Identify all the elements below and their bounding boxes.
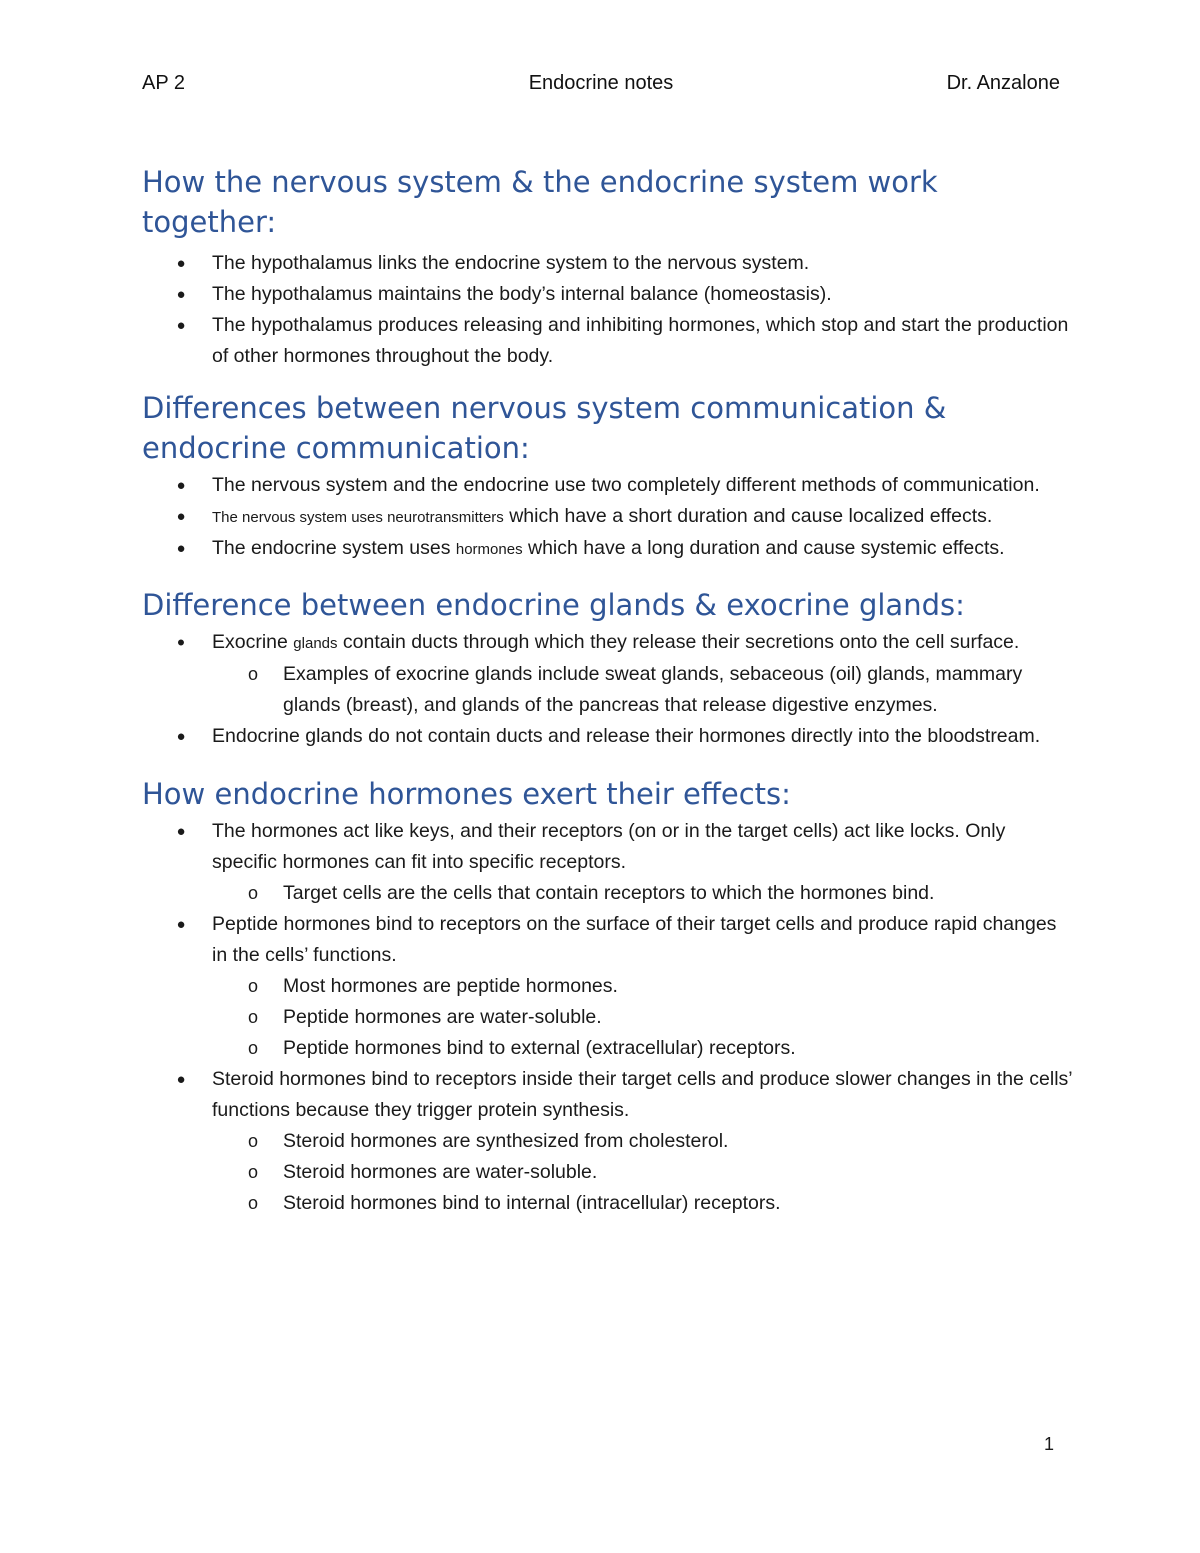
list-item-text: The hypothalamus links the endocrine system to the nervous system. [212,252,810,274]
bullet-icon [174,721,188,752]
section-list [142,627,1072,752]
list-item-text: contain ducts through which they release their secretions onto the cell surface. [337,631,1020,653]
list-item [142,279,1072,310]
bullet-icon [174,627,188,661]
list-item-text: Endocrine glands do not contain ducts and release their hormones directly into the bloodstream. [212,725,1041,747]
bullet-icon [174,909,188,940]
list-item [142,310,1072,372]
circle-bullet-icon: o [248,1193,259,1213]
sub-list [248,971,1072,1064]
sub-list-item-text: Target cells are the cells that contain receptors to which the hormones bind. [283,882,935,904]
header-title: Endocrine notes [528,72,674,94]
list-item-small-text: hormones [455,541,523,558]
bullet-icon [174,279,188,310]
sub-list-item [248,1033,1072,1064]
sub-list-item [248,878,1072,909]
sub-list-item-text: Steroid hormones are water-soluble. [283,1161,598,1183]
list-item [142,816,1072,909]
list-item [142,909,1072,1064]
section-heading-hormone-effects: How endocrine hormones exert their effects: [142,777,791,811]
section-heading-communication-differences: Differences between nervous system communication & endocrine communication: [142,391,947,465]
sub-list-item [248,1002,1072,1033]
bullet-icon [174,310,188,341]
header-author: Dr. Anzalone [946,72,1060,94]
sub-list-item-text: Most hormones are peptide hormones. [283,975,618,997]
list-item [142,248,1072,279]
section-list [142,470,1072,565]
header-course: AP 2 [142,72,185,94]
circle-bullet-icon: o [248,883,259,903]
sub-list-item [248,1126,1072,1157]
sub-list-item [248,971,1072,1002]
document-body [142,162,1072,1219]
page-number: 1 [1044,1434,1055,1454]
circle-bullet-icon: o [248,664,259,684]
bullet-icon [174,1064,188,1095]
circle-bullet-icon: o [248,1131,259,1151]
bullet-icon [174,248,188,279]
list-item-text: The hypothalamus produces releasing and inhibiting hormones, which stop and start the production of other hormones throughout the body. [212,314,1069,367]
list-item-text: which have a long duration and cause systemic effects. [522,537,1005,559]
list-item [142,721,1072,752]
sub-list-item [248,1157,1072,1188]
section-heading-nervous-endocrine: How the nervous system & the endocrine system work together: [142,165,938,239]
list-item [142,1064,1072,1219]
list-item [142,470,1072,501]
list-item-small-text: glands [293,635,338,652]
list-item-text: which have a short duration and cause localized effects. [503,505,993,527]
section-list [142,248,1072,372]
sub-list [248,878,1072,909]
sub-list-item-text: Steroid hormones bind to internal (intracellular) receptors. [283,1192,781,1214]
sub-list-item-text: Peptide hormones are water-soluble. [283,1006,602,1028]
circle-bullet-icon: o [248,1038,259,1058]
list-item-small-text: The nervous system uses neurotransmitters [212,509,504,526]
circle-bullet-icon: o [248,1007,259,1027]
list-item [142,533,1072,565]
section-heading-gland-differences: Difference between endocrine glands & exocrine glands: [142,588,965,622]
sub-list-item [248,659,1072,721]
sub-list [248,1126,1072,1219]
list-item [142,501,1072,533]
section-list [142,816,1072,1219]
bullet-icon [174,533,188,564]
bullet-icon [174,816,188,847]
sub-list-item-text: Steroid hormones are synthesized from cholesterol. [283,1130,729,1152]
list-item-text: The hypothalamus maintains the body’s internal balance (homeostasis). [212,283,832,305]
bullet-icon [174,470,188,501]
circle-bullet-icon: o [248,1162,259,1182]
bullet-icon [174,501,188,532]
sub-list [248,659,1072,721]
sub-list-item [248,1188,1072,1219]
list-item-text: Steroid hormones bind to receptors inside their target cells and produce slower changes in the cells’ functions because they trigger protein synthesis. [212,1068,1072,1121]
circle-bullet-icon: o [248,976,259,996]
sub-list-item-text: Peptide hormones bind to external (extracellular) receptors. [283,1037,796,1059]
list-item-text: The nervous system and the endocrine use two completely different methods of communication. [212,474,1040,496]
list-item-text: The endocrine system uses [212,537,456,559]
sub-list-item-text: Examples of exocrine glands include sweat glands, sebaceous (oil) glands, mammary glands (breast), and glands of the pancreas that release digestive enzymes. [283,663,1023,716]
list-item [142,627,1072,721]
list-item-text: The hormones act like keys, and their receptors (on or in the target cells) act like locks. Only specific hormones can fit into specific receptors. [212,820,1006,873]
list-item-text: Exocrine [212,631,294,653]
list-item-text: Peptide hormones bind to receptors on the surface of their target cells and produce rapid changes in the cells’ functions. [212,913,1057,966]
page-header [142,72,1060,102]
